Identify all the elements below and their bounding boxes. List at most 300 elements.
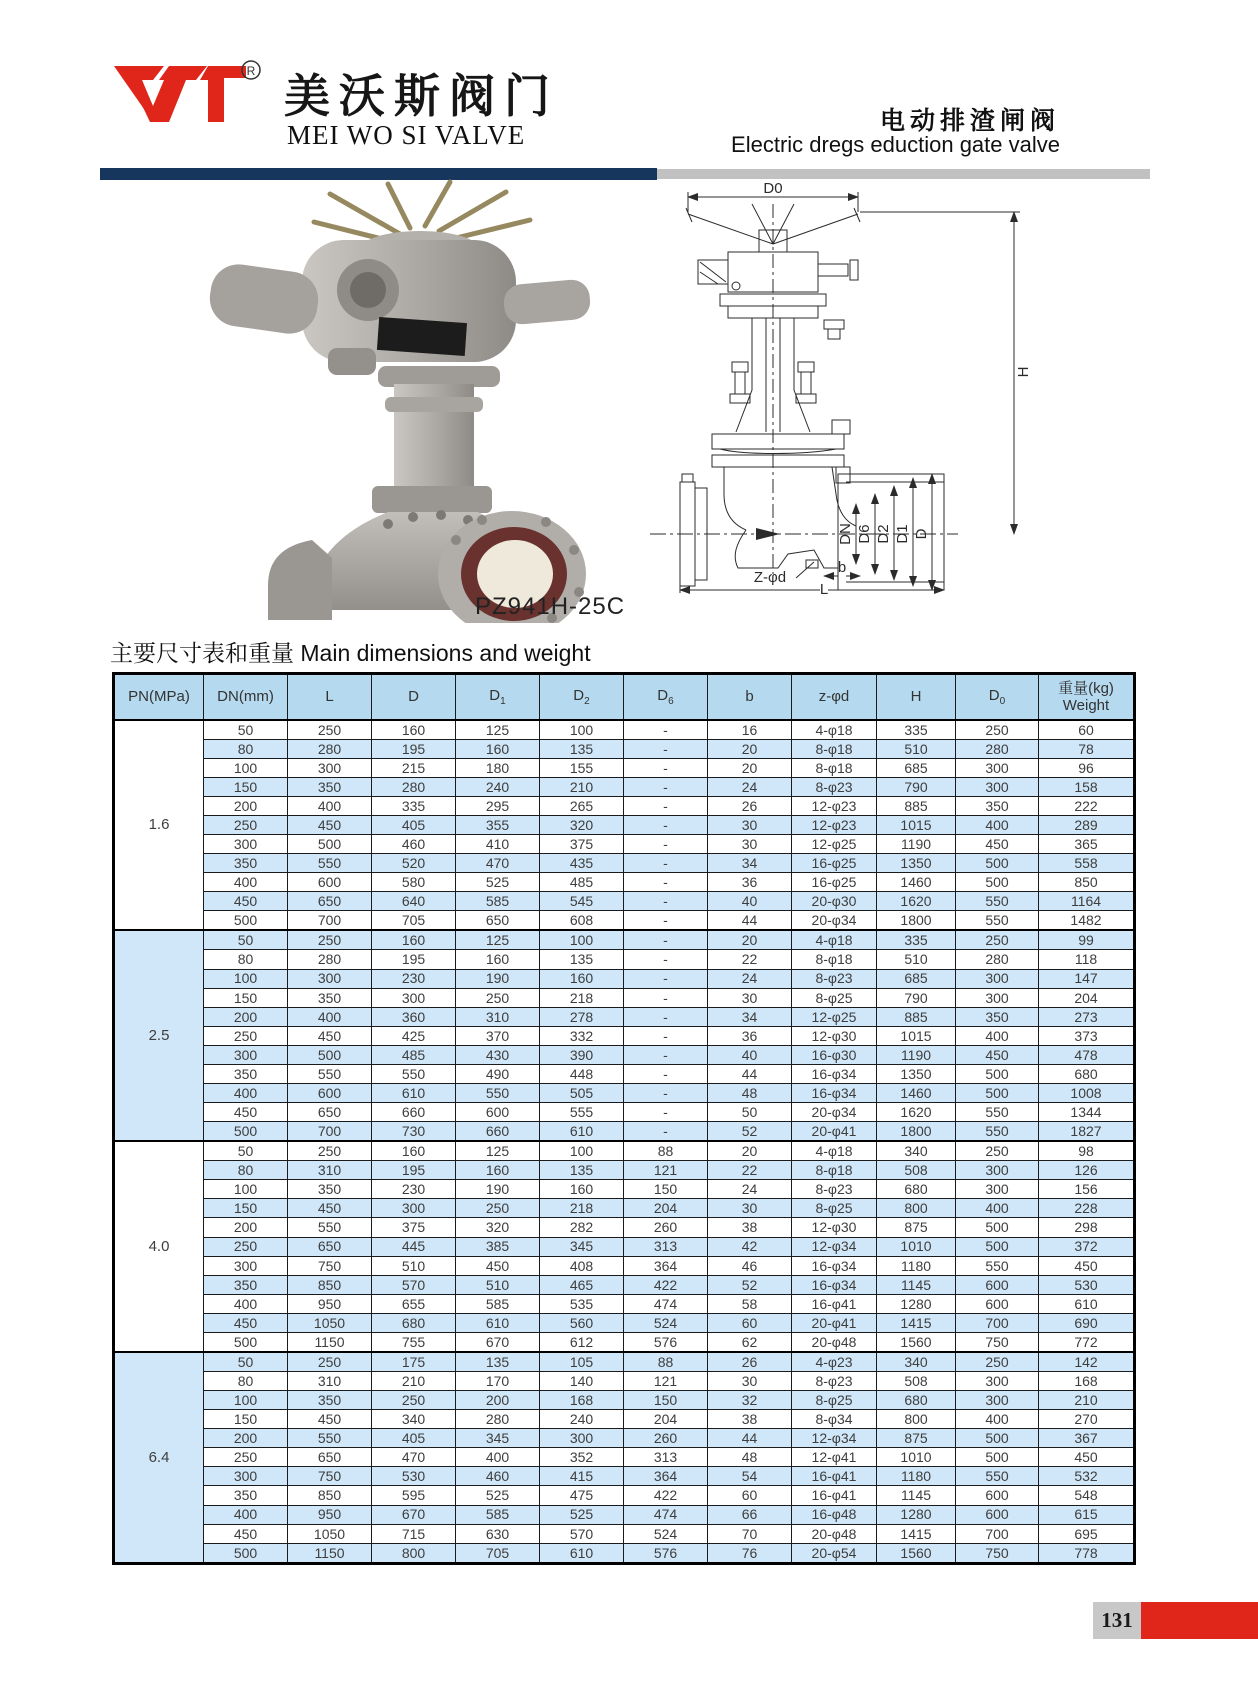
dimension-cell: 121	[624, 1372, 708, 1391]
dimension-cell: 470	[456, 854, 540, 873]
dimension-cell: 1415	[877, 1313, 956, 1332]
dimension-cell: 140	[540, 1372, 624, 1391]
dimension-cell: 640	[372, 892, 456, 911]
dimension-cell: 1145	[877, 1275, 956, 1294]
dimension-cell: 8-φ18	[792, 1161, 877, 1180]
dimension-cell: 750	[288, 1256, 372, 1275]
column-header: $D_1$	[456, 674, 540, 720]
dimension-cell: 510	[372, 1256, 456, 1275]
dimension-cell: 88	[624, 1352, 708, 1372]
dimension-cell: 680	[372, 1313, 456, 1332]
dimension-cell: 558	[1039, 854, 1135, 873]
dimension-cell: 448	[540, 1064, 624, 1083]
dimension-cell: 778	[1039, 1543, 1135, 1563]
dimensions-table	[112, 672, 1136, 1565]
dimension-cell: 8-φ18	[792, 758, 877, 777]
dimension-cell: 160	[540, 969, 624, 988]
dimension-cell: 610	[540, 1122, 624, 1142]
dimension-cell: 100	[540, 930, 624, 950]
dimension-cell: 250	[288, 1352, 372, 1372]
dimension-cell: 121	[624, 1161, 708, 1180]
valve-dimension-drawing	[628, 182, 1043, 594]
dimension-cell: 335	[877, 930, 956, 950]
dimension-cell: 80	[204, 950, 288, 969]
dimension-cell: 485	[540, 873, 624, 892]
dimension-cell: 600	[956, 1505, 1039, 1524]
dimension-cell: 400	[204, 873, 288, 892]
dimension-cell: 54	[708, 1467, 792, 1486]
dimension-cell: 885	[877, 796, 956, 815]
dimension-cell: 80	[204, 1161, 288, 1180]
dimension-cell: 218	[540, 1199, 624, 1218]
dimension-cell: 150	[624, 1391, 708, 1410]
dimension-cell: 355	[456, 815, 540, 834]
table-row	[114, 1102, 1135, 1121]
dimension-cell: 550	[956, 1102, 1039, 1121]
dimension-cell: 478	[1039, 1045, 1135, 1064]
dimension-cell: 34	[708, 1007, 792, 1026]
dimension-cell: 430	[456, 1045, 540, 1064]
dimension-cell: 16-φ25	[792, 873, 877, 892]
dimension-cell: 950	[288, 1505, 372, 1524]
dimension-cell: 470	[372, 1448, 456, 1467]
dimension-cell: 685	[877, 969, 956, 988]
table-row	[114, 930, 1135, 950]
dimension-cell: 950	[288, 1294, 372, 1313]
dimension-cell: 450	[956, 834, 1039, 853]
dimension-cell: -	[624, 988, 708, 1007]
dimension-cell: 20	[708, 739, 792, 758]
dimension-cell: 4-φ18	[792, 1141, 877, 1161]
dimension-cell: 650	[288, 1102, 372, 1121]
dimension-cell: 1280	[877, 1294, 956, 1313]
dimension-cell: -	[624, 1007, 708, 1026]
dimension-cell: 24	[708, 777, 792, 796]
dimension-cell: 24	[708, 1180, 792, 1199]
dimension-cell: 280	[956, 739, 1039, 758]
dimension-cell: 175	[372, 1352, 456, 1372]
dimension-cell: 550	[956, 1256, 1039, 1275]
dimension-cell: 78	[1039, 739, 1135, 758]
dimension-cell: 300	[956, 1372, 1039, 1391]
dimension-cell: 373	[1039, 1026, 1135, 1045]
dimension-cell: 370	[456, 1026, 540, 1045]
dimension-cell: 160	[372, 720, 456, 740]
dimension-cell: 4-φ23	[792, 1352, 877, 1372]
section-title: 主要尺寸表和重量 Main dimensions and weight	[110, 640, 591, 666]
dimension-cell: 1350	[877, 1064, 956, 1083]
dimension-cell: 700	[288, 911, 372, 931]
dimension-cell: 126	[1039, 1161, 1135, 1180]
dimension-cell: 20-φ48	[792, 1524, 877, 1543]
dimension-cell: 50	[204, 1141, 288, 1161]
dimension-cell: 875	[877, 1218, 956, 1237]
dimension-cell: 650	[288, 1237, 372, 1256]
dimension-cell: 280	[456, 1410, 540, 1429]
dimension-cell: 100	[204, 1391, 288, 1410]
dimension-cell: 240	[456, 777, 540, 796]
dimension-cell: 16-φ41	[792, 1294, 877, 1313]
dimension-cell: 190	[456, 969, 540, 988]
dimension-cell: 20	[708, 758, 792, 777]
dimension-cell: 700	[288, 1122, 372, 1142]
dimension-cell: 350	[204, 1064, 288, 1083]
dimension-cell: 98	[1039, 1141, 1135, 1161]
dimension-cell: 16-φ41	[792, 1467, 877, 1486]
dimension-cell: 750	[288, 1467, 372, 1486]
dimension-cell: 48	[708, 1448, 792, 1467]
table-row	[114, 1161, 1135, 1180]
dimension-cell: 510	[877, 739, 956, 758]
dimension-cell: 670	[372, 1505, 456, 1524]
dimension-cell: 1350	[877, 854, 956, 873]
dimension-cell: 250	[456, 988, 540, 1007]
dimension-cell: -	[624, 739, 708, 758]
dimension-cell: 1150	[288, 1332, 372, 1352]
dimension-cell: 300	[540, 1429, 624, 1448]
dimension-cell: 100	[204, 1180, 288, 1199]
dimension-cell: 490	[456, 1064, 540, 1083]
dimension-cell: 135	[540, 1161, 624, 1180]
dimension-cell: 367	[1039, 1429, 1135, 1448]
dimension-cell: 8-φ18	[792, 739, 877, 758]
dimension-cell: 450	[288, 1410, 372, 1429]
product-title-cn: 电动排渣闸阀	[879, 107, 1060, 135]
dimension-cell: 400	[204, 1083, 288, 1102]
dimension-cell: 1460	[877, 873, 956, 892]
dimension-cell: 375	[372, 1218, 456, 1237]
dimension-cell: 280	[956, 950, 1039, 969]
dimension-cell: -	[624, 1064, 708, 1083]
dimension-cell: 250	[956, 1352, 1039, 1372]
dimension-cell: 200	[204, 1007, 288, 1026]
dimension-cell: 576	[624, 1543, 708, 1563]
dimension-cell: 500	[204, 1122, 288, 1142]
dimension-cell: 215	[372, 758, 456, 777]
table-row	[114, 969, 1135, 988]
dimension-cell: -	[624, 1045, 708, 1064]
dimension-cell: 600	[456, 1102, 540, 1121]
dimension-cell: 160	[456, 739, 540, 758]
dimension-cell: 26	[708, 796, 792, 815]
dimension-cell: 1415	[877, 1524, 956, 1543]
dimension-cell: 160	[372, 1141, 456, 1161]
dimension-cell: 680	[877, 1391, 956, 1410]
dimension-cell: 450	[456, 1256, 540, 1275]
dimension-cell: 400	[956, 1410, 1039, 1429]
dimension-cell: 500	[956, 854, 1039, 873]
dimension-cell: 24	[708, 969, 792, 988]
table-row	[114, 1083, 1135, 1102]
dimension-cell: 250	[288, 720, 372, 740]
dim-label-z-phi-d: Z-φd	[753, 569, 787, 586]
dimension-cell: 790	[877, 777, 956, 796]
dimension-cell: 422	[624, 1486, 708, 1505]
dimension-cell: 250	[956, 720, 1039, 740]
dimension-cell: 570	[372, 1275, 456, 1294]
dimension-cell: 46	[708, 1256, 792, 1275]
brand-name-cn: 美沃斯阀门	[284, 71, 559, 122]
dimension-cell: 218	[540, 988, 624, 1007]
dimension-cell: 100	[540, 720, 624, 740]
table-row	[114, 796, 1135, 815]
dimension-cell: 8-φ23	[792, 777, 877, 796]
dimension-cell: 340	[372, 1410, 456, 1429]
brand-logo-icon	[112, 58, 262, 153]
dim-label-l: L	[819, 581, 829, 594]
dimension-cell: 1150	[288, 1543, 372, 1563]
dimension-cell: 450	[288, 1199, 372, 1218]
dimension-cell: 228	[1039, 1199, 1135, 1218]
dimension-cell: 364	[624, 1256, 708, 1275]
dimension-cell: 1280	[877, 1505, 956, 1524]
dimension-cell: 335	[877, 720, 956, 740]
dimension-cell: 200	[204, 1429, 288, 1448]
dimension-cell: 510	[877, 950, 956, 969]
dimension-cell: 160	[456, 1161, 540, 1180]
table-header-row	[114, 674, 1135, 720]
dimension-cell: 40	[708, 1045, 792, 1064]
dimension-cell: 300	[288, 758, 372, 777]
dimension-cell: 210	[1039, 1391, 1135, 1410]
table-row	[114, 1332, 1135, 1352]
dimension-cell: 576	[624, 1332, 708, 1352]
dimension-cell: 240	[540, 1410, 624, 1429]
dimension-cell: 685	[877, 758, 956, 777]
dimension-cell: 1800	[877, 1122, 956, 1142]
table-row	[114, 1543, 1135, 1563]
dimension-cell: 270	[1039, 1410, 1135, 1429]
dimension-cell: 8-φ25	[792, 1199, 877, 1218]
table-row	[114, 892, 1135, 911]
dimension-cell: 800	[877, 1410, 956, 1429]
dimension-cell: 300	[288, 969, 372, 988]
table-row	[114, 1410, 1135, 1429]
dimension-cell: -	[624, 950, 708, 969]
pn-group-label: 4.0	[114, 1141, 204, 1352]
dimension-cell: 8-φ23	[792, 1180, 877, 1199]
table-row	[114, 1467, 1135, 1486]
dimension-cell: 160	[540, 1180, 624, 1199]
dimension-cell: 250	[204, 815, 288, 834]
dimension-cell: 313	[624, 1237, 708, 1256]
dimension-cell: 550	[956, 911, 1039, 931]
dimension-cell: 545	[540, 892, 624, 911]
dimension-cell: 350	[288, 1180, 372, 1199]
column-header: D	[372, 674, 456, 720]
column-header: 重量(kg) Weight	[1039, 674, 1135, 720]
table-row	[114, 739, 1135, 758]
dimension-cell: 8-φ18	[792, 950, 877, 969]
dimension-cell: 300	[204, 834, 288, 853]
dimension-cell: 76	[708, 1543, 792, 1563]
table-row	[114, 1352, 1135, 1372]
dimension-cell: 550	[372, 1064, 456, 1083]
dimension-cell: 125	[456, 720, 540, 740]
dimension-cell: 36	[708, 1026, 792, 1045]
dimension-cell: 30	[708, 988, 792, 1007]
dimension-cell: 1620	[877, 1102, 956, 1121]
dimension-cell: 790	[877, 988, 956, 1007]
dimension-cell: 1145	[877, 1486, 956, 1505]
dimension-cell: 147	[1039, 969, 1135, 988]
column-header: PN(MPa)	[114, 674, 204, 720]
dimension-cell: 230	[372, 1180, 456, 1199]
dimension-cell: 612	[540, 1332, 624, 1352]
dimension-cell: 160	[456, 950, 540, 969]
dimension-cell: 1180	[877, 1467, 956, 1486]
model-caption: PZ941H-25C	[475, 593, 626, 620]
dimension-cell: 450	[288, 1026, 372, 1045]
dimension-cell: 475	[540, 1486, 624, 1505]
pn-group-label: 1.6	[114, 720, 204, 931]
table-row	[114, 1524, 1135, 1543]
dimension-cell: 1010	[877, 1237, 956, 1256]
dimension-cell: 20	[708, 1141, 792, 1161]
dimension-cell: 20-φ41	[792, 1122, 877, 1142]
dimension-cell: 280	[372, 777, 456, 796]
dimension-cell: 12-φ30	[792, 1218, 877, 1237]
dimension-cell: 156	[1039, 1180, 1135, 1199]
dimension-cell: 210	[540, 777, 624, 796]
dimension-cell: 30	[708, 1372, 792, 1391]
dimension-cell: 332	[540, 1026, 624, 1045]
dimension-cell: 44	[708, 1064, 792, 1083]
table-row	[114, 1275, 1135, 1294]
dimension-cell: 650	[288, 1448, 372, 1467]
dimension-cell: 30	[708, 1199, 792, 1218]
dimension-cell: 52	[708, 1122, 792, 1142]
dimension-cell: 44	[708, 911, 792, 931]
dimension-cell: 150	[204, 1410, 288, 1429]
dimension-cell: -	[624, 777, 708, 796]
dimension-cell: 50	[204, 720, 288, 740]
dimension-cell: 680	[877, 1180, 956, 1199]
table-row	[114, 1141, 1135, 1161]
table-row	[114, 1505, 1135, 1524]
dimension-cell: 400	[204, 1505, 288, 1524]
dimension-cell: 30	[708, 815, 792, 834]
dimension-cell: 250	[204, 1448, 288, 1467]
dimension-cell: 650	[288, 892, 372, 911]
dimension-cell: -	[624, 930, 708, 950]
table-row	[114, 1237, 1135, 1256]
dimension-cell: 445	[372, 1237, 456, 1256]
dimension-cell: 530	[1039, 1275, 1135, 1294]
dimension-cell: 170	[456, 1372, 540, 1391]
footer-red-bar	[1141, 1602, 1258, 1639]
dimension-cell: 550	[288, 1429, 372, 1448]
dimension-cell: 50	[708, 1102, 792, 1121]
dimension-cell: 230	[372, 969, 456, 988]
dimension-cell: 135	[540, 950, 624, 969]
dimension-cell: 150	[624, 1180, 708, 1199]
dimension-cell: 300	[204, 1256, 288, 1275]
dimension-cell: 50	[204, 930, 288, 950]
dimension-cell: 22	[708, 950, 792, 969]
dimension-cell: -	[624, 854, 708, 873]
svg-text:R: R	[246, 64, 256, 78]
dimension-cell: 62	[708, 1332, 792, 1352]
dimension-cell: 550	[288, 1218, 372, 1237]
dimension-cell: 450	[204, 1524, 288, 1543]
dimension-cell: 278	[540, 1007, 624, 1026]
dimension-cell: 20	[708, 930, 792, 950]
dimension-cell: 548	[1039, 1486, 1135, 1505]
dimension-cell: 34	[708, 854, 792, 873]
dimension-cell: -	[624, 1102, 708, 1121]
dimension-cell: 875	[877, 1429, 956, 1448]
table-row	[114, 720, 1135, 740]
dimension-cell: 585	[456, 892, 540, 911]
dim-label-h: H	[1015, 366, 1032, 378]
dimension-cell: 40	[708, 892, 792, 911]
dimension-cell: 435	[540, 854, 624, 873]
dimension-cell: 372	[1039, 1237, 1135, 1256]
column-header: $D_6$	[624, 674, 708, 720]
dimension-cell: 1482	[1039, 911, 1135, 931]
dimension-cell: 180	[456, 758, 540, 777]
dimension-cell: 550	[956, 1122, 1039, 1142]
dimension-cell: 610	[372, 1083, 456, 1102]
dimension-cell: 8-φ23	[792, 969, 877, 988]
dimension-cell: 300	[956, 988, 1039, 1007]
dimension-cell: 508	[877, 1372, 956, 1391]
table-row	[114, 1218, 1135, 1237]
dimension-cell: 352	[540, 1448, 624, 1467]
dimension-cell: 585	[456, 1294, 540, 1313]
dimension-cell: 525	[540, 1505, 624, 1524]
dimension-cell: 16	[708, 720, 792, 740]
dimension-cell: 44	[708, 1429, 792, 1448]
dimension-cell: 125	[456, 930, 540, 950]
dimension-cell: 600	[288, 873, 372, 892]
dimension-cell: 265	[540, 796, 624, 815]
dimension-cell: 222	[1039, 796, 1135, 815]
dimension-cell: 345	[456, 1429, 540, 1448]
dimension-cell: 400	[456, 1448, 540, 1467]
dimension-cell: 210	[372, 1372, 456, 1391]
dimension-cell: 535	[540, 1294, 624, 1313]
dimension-cell: 350	[956, 1007, 1039, 1026]
dimension-cell: 52	[708, 1275, 792, 1294]
dimension-cell: 345	[540, 1237, 624, 1256]
dimension-cell: 550	[956, 892, 1039, 911]
dimension-cell: 500	[956, 1448, 1039, 1467]
dimension-cell: 20-φ34	[792, 911, 877, 931]
dimension-cell: 1050	[288, 1524, 372, 1543]
dimension-cell: 460	[372, 834, 456, 853]
dimension-cell: 600	[956, 1486, 1039, 1505]
dimension-cell: 375	[540, 834, 624, 853]
header-rule-gray-segment	[657, 169, 1150, 179]
dimension-cell: -	[624, 758, 708, 777]
dimension-cell: 350	[288, 988, 372, 1007]
dimension-cell: 680	[1039, 1064, 1135, 1083]
dimension-cell: 298	[1039, 1218, 1135, 1237]
dimension-cell: 168	[1039, 1372, 1135, 1391]
dimension-cell: 26	[708, 1352, 792, 1372]
dimension-cell: 595	[372, 1486, 456, 1505]
dimension-cell: 520	[372, 854, 456, 873]
dimension-cell: 16-φ34	[792, 1256, 877, 1275]
valve-photo	[182, 178, 624, 623]
dimension-cell: 125	[456, 1141, 540, 1161]
dimension-cell: 550	[288, 1064, 372, 1083]
dimension-cell: 60	[708, 1313, 792, 1332]
dimension-cell: 695	[1039, 1524, 1135, 1543]
dimension-cell: 12-φ41	[792, 1448, 877, 1467]
